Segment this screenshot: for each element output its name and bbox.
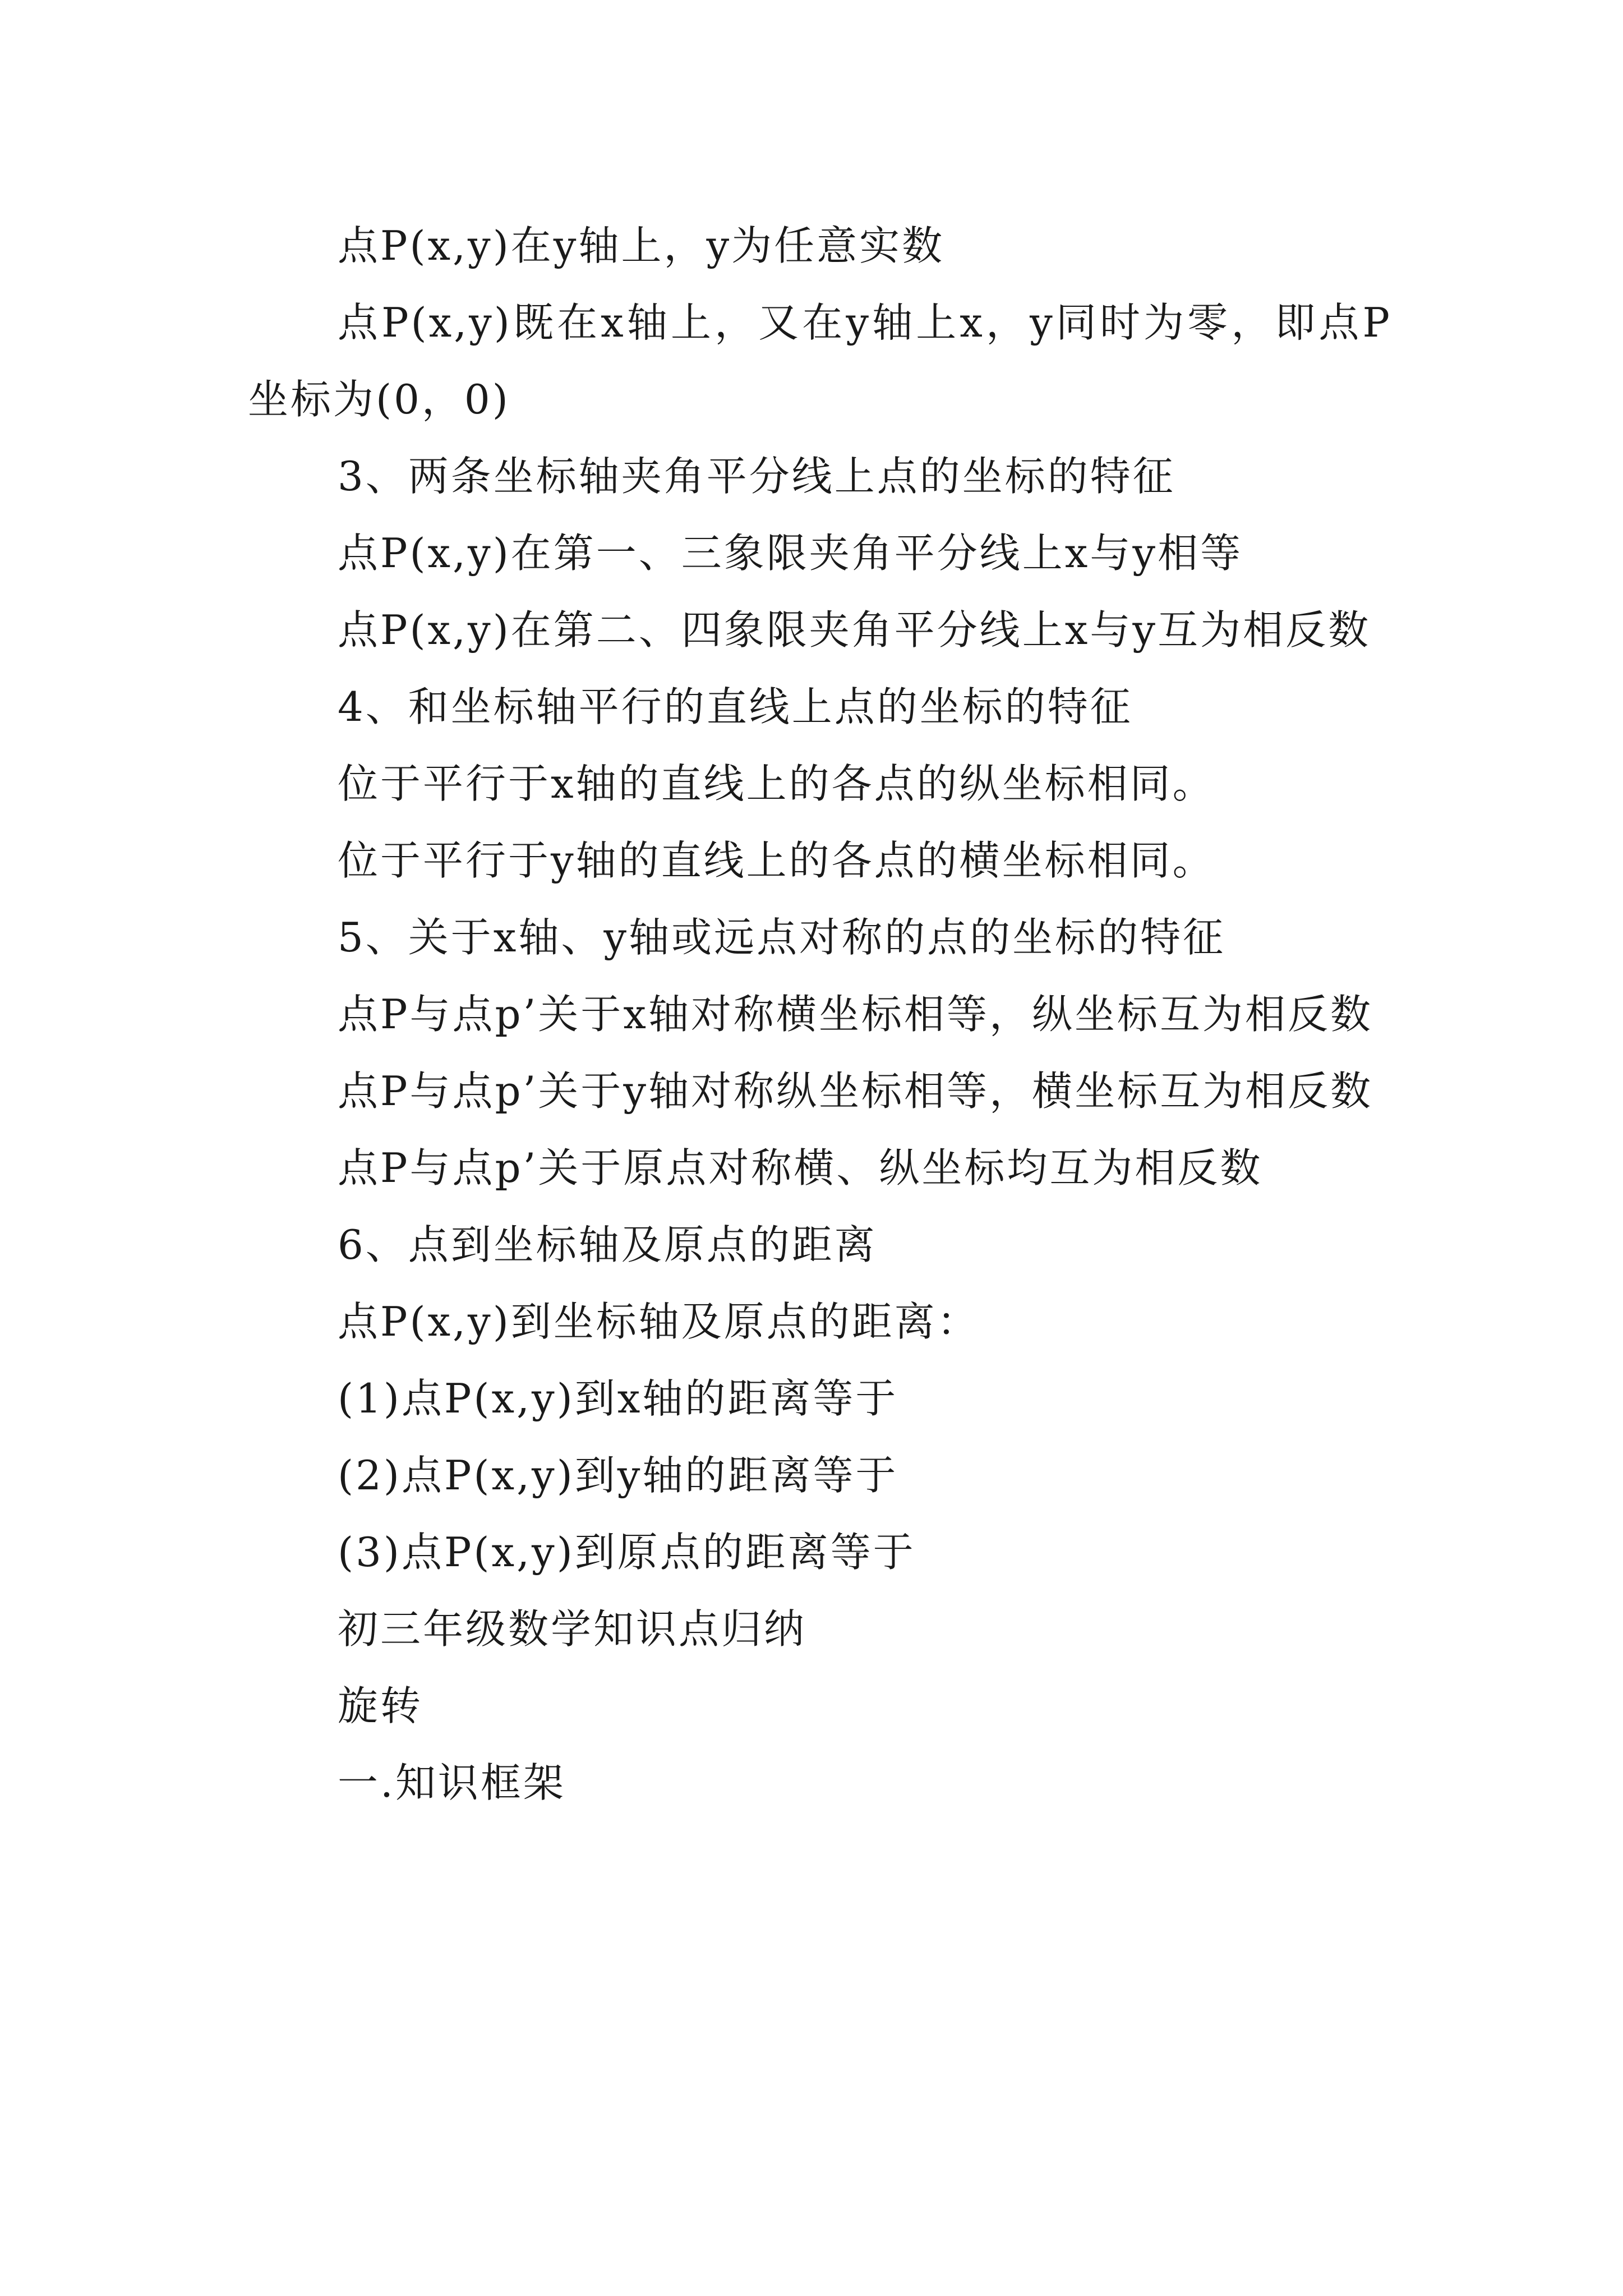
heading-parallel-lines-feature: 4、和坐标轴平行的直线上点的坐标的特征 [338,683,1133,730]
paragraph-symmetry-y-axis: 点P与点p’关于y轴对称纵坐标相等，横坐标互为相反数 [338,1068,1373,1115]
heading-symmetry-feature: 5、关于x轴、y轴或远点对称的点的坐标的特征 [338,914,1226,961]
paragraph-bisector-first-third: 点P(x,y)在第一、三象限夹角平分线上x与y相等 [338,530,1243,577]
heading-grade-nine-summary: 初三年级数学知识点归纳 [338,1605,807,1653]
paragraph-symmetry-x-axis: 点P与点p’关于x轴对称横坐标相等，纵坐标互为相反数 [338,991,1373,1038]
heading-knowledge-framework: 一.知识框架 [338,1759,566,1806]
heading-rotation: 旋转 [338,1682,423,1729]
heading-bisector-feature: 3、两条坐标轴夹角平分线上点的坐标的特征 [338,453,1175,500]
paragraph-bisector-second-fourth: 点P(x,y)在第二、四象限夹角平分线上x与y互为相反数 [338,606,1371,654]
paragraph-distance-y-axis: (2)点P(x,y)到y轴的距离等于 [338,1452,898,1499]
paragraph-y-axis-point: 点P(x,y)在y轴上，y为任意实数 [338,222,945,269]
paragraph-origin-point: 点P(x,y)既在x轴上，又在y轴上x，y同时为零，即点P坐标为(0，0) [248,299,1392,423]
paragraph-distance-intro: 点P(x,y)到坐标轴及原点的距离： [338,1298,980,1345]
paragraph-distance-origin: (3)点P(x,y)到原点的距离等于 [338,1529,916,1576]
paragraph-parallel-x-axis: 位于平行于x轴的直线上的各点的纵坐标相同。 [338,760,1215,807]
paragraph-distance-x-axis: (1)点P(x,y)到x轴的距离等于 [338,1375,898,1422]
document-body [248,208,1392,1821]
heading-distance: 6、点到坐标轴及原点的距离 [338,1221,877,1268]
paragraph-symmetry-origin: 点P与点p’关于原点对称横、纵坐标均互为相反数 [338,1144,1263,1191]
paragraph-parallel-y-axis: 位于平行于y轴的直线上的各点的横坐标相同。 [338,837,1215,884]
